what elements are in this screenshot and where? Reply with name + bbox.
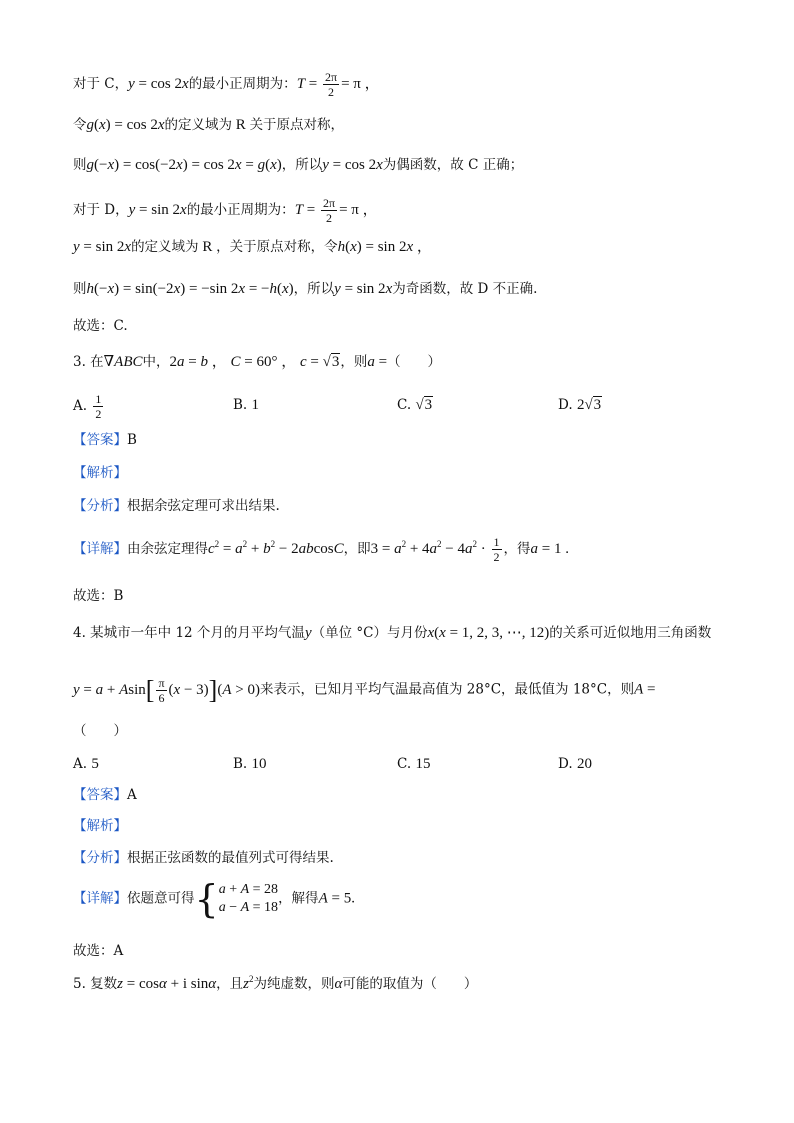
line-g-even: 则g(−x) = cos(−2x) = cos 2x = g(x)，所以y = cos 2x为偶函数，故 C 正确； <box>73 157 524 173</box>
math-h-odd: h(−x) = sin(−2x) = −sin 2x = −h(x) <box>86 281 294 297</box>
line-g-domain: 令g(x) = cos 2x的定义域为 R 关于原点对称， <box>73 117 345 133</box>
q3-option-a[interactable]: A. $\frac{1}{2}$ <box>73 392 102 421</box>
math-one-half: $\frac{1}{2}$ <box>95 392 102 421</box>
math-trig-model: y = a + Asin[ $\frac{\pi}{6}$ (x − 3)](A > 0) <box>73 675 260 705</box>
q4-analysis-tag: 【解析】 <box>73 818 127 834</box>
math-R: R <box>232 117 250 133</box>
line-h-odd: 则h(−x) = sin(−2x) = −sin 2x = −h(x)，所以y = sin 2x为奇函数，故 D 不正确. <box>73 281 538 297</box>
math-period-d: T = $\frac{2\pi}{2}$ <box>294 196 336 225</box>
math-g-def: g(x) = cos 2x <box>86 117 165 133</box>
q4-paren: （ ） <box>73 723 127 739</box>
q3-choose: 故选：B <box>73 588 124 604</box>
math-cosine-law: $c^2 = a^2 + b^2 - 2abcosC$ <box>208 538 344 557</box>
q3-answer: 【答案】B <box>73 432 137 448</box>
math-triangle: ∇ABC <box>103 354 143 370</box>
q4-option-b[interactable]: B. 10 <box>233 756 267 772</box>
q4-option-a[interactable]: A. 5 <box>73 756 99 772</box>
q3-stem: 3. 在∇ABC中，2a = b ， C = 60° ， c = √3，则a =（ ） <box>73 354 442 370</box>
q4-detail: 【详解】依题意可得{ a + A = 28 a − A = 18 ，解得A = 5. <box>73 877 355 921</box>
math-sqrt3: √3 <box>415 397 433 413</box>
math-complex-z: z = cosα + i sinα <box>117 976 217 992</box>
math-system: a + A = 28 a − A = 18 <box>218 882 279 915</box>
q3-option-c[interactable]: C. √3 <box>397 397 433 413</box>
q3-option-d[interactable]: D. 2√3 <box>558 397 602 413</box>
line-d-period: 对于 D，y = sin 2x的最小正周期为：T = $\frac{2\pi}{2}$ = π ， <box>73 196 378 225</box>
q4-answer: 【答案】A <box>73 787 137 803</box>
math-period: T = $\frac{2\pi}{2}$ <box>296 70 338 99</box>
math-x-range: x(x = 1, 2, 3, ⋯, 12) <box>427 625 550 641</box>
math-q3-cond: 2a = b ， C = 60° ， c = √3 <box>169 354 340 370</box>
brace-icon: { <box>194 877 219 921</box>
math-y-sin2x: y = sin 2x <box>128 201 187 218</box>
q3-analysis-tag: 【解析】 <box>73 465 127 481</box>
q4-fenxi: 【分析】根据正弦函数的最值列式可得结果. <box>73 850 334 866</box>
line-h-domain: y = sin 2x的定义域为 R ，关于原点对称，令h(x) = sin 2x ， <box>73 239 432 255</box>
math-g-even: g(−x) = cos(−2x) = cos 2x = g(x) <box>86 157 282 173</box>
q5-stem: 5. 复数z = cosα + i sinα，且$z^2$为纯虚数，则α可能的取值为（ ） <box>73 974 478 992</box>
math-h-def: h(x) = sin 2x ， <box>337 239 432 255</box>
math-y-cos2x: y = cos 2x <box>128 75 189 92</box>
math-y-sin2x-b: y = sin 2x <box>73 239 132 255</box>
q3-detail: 【详解】由余弦定理得$c^2 = a^2 + b^2 - 2abcosC$，即$3 = a^2 + 4a^2 - 4a^2$ · $\frac{1}{2}$ ，得a = 1 . <box>73 535 569 564</box>
math-y-cos2x-b: y = cos 2x <box>322 157 383 173</box>
q3-fenxi: 【分析】根据余弦定理可求出结果. <box>73 498 280 514</box>
math-R-b: R <box>198 239 217 255</box>
q3-option-b[interactable]: B. 1 <box>233 397 260 413</box>
choose-c: 故选：C. <box>73 318 128 334</box>
q4-option-c[interactable]: C. 15 <box>397 756 431 772</box>
q4-option-d[interactable]: D. 20 <box>558 756 592 772</box>
q4-stem-1: 4. 某城市一年中 12 个月的月平均气温y（单位 °C）与月份x(x = 1, 2, 3, ⋯, 12)的关系可近似地用三角函数 <box>73 625 712 641</box>
q4-stem-2: y = a + Asin[ $\frac{\pi}{6}$ (x − 3)](A > 0)来表示，已知月平均气温最高值为 28°C，最低值为 18°C，则A = <box>73 675 656 705</box>
line-c-period: 对于 C，y = cos 2x的最小正周期为：T = $\frac{2\pi}{2}$ = π ， <box>73 70 380 99</box>
math-y-sin2x-c: y = sin 2x <box>334 281 393 297</box>
math-q3-eq: $3 = a^2 + 4a^2 - 4a^2$ · $\frac{1}{2}$ <box>370 535 500 564</box>
q4-choose: 故选：A <box>73 943 124 959</box>
